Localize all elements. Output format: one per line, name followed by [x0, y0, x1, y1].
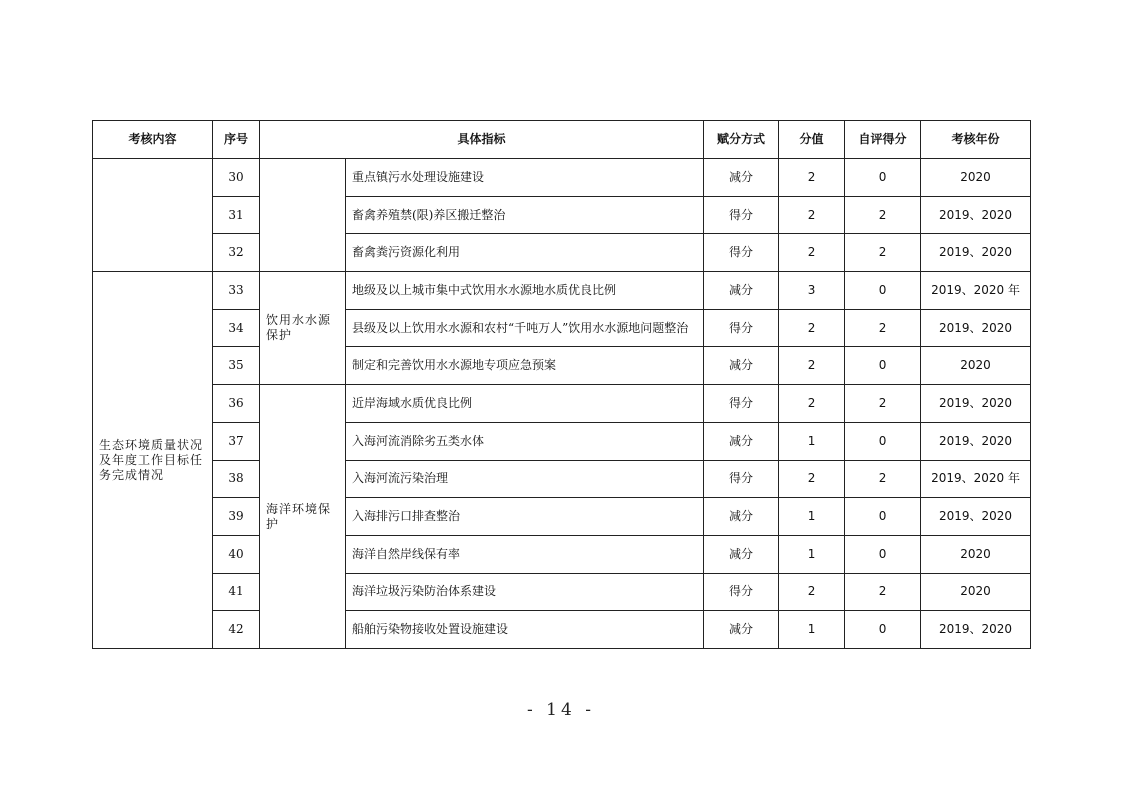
year-cell: 2019、2020	[921, 234, 1031, 272]
year-cell: 2019、2020	[921, 309, 1031, 347]
header-year: 考核年份	[921, 121, 1031, 159]
method-cell: 得分	[704, 234, 779, 272]
year-cell: 2019、2020 年	[921, 272, 1031, 310]
indicator-cell: 地级及以上城市集中式饮用水水源地水质优良比例	[346, 272, 704, 310]
year-cell: 2019、2020	[921, 385, 1031, 423]
score-cell: 1	[779, 498, 845, 536]
seq-cell: 41	[213, 573, 260, 611]
year-cell: 2019、2020 年	[921, 460, 1031, 498]
seq-cell: 37	[213, 422, 260, 460]
method-cell: 得分	[704, 573, 779, 611]
score-cell: 2	[779, 347, 845, 385]
indicator-cell: 畜禽粪污资源化利用	[346, 234, 704, 272]
table-row	[93, 535, 1031, 573]
indicator-cell: 入海排污口排查整治	[346, 498, 704, 536]
method-cell: 得分	[704, 385, 779, 423]
table-row	[93, 272, 1031, 310]
table-row	[93, 498, 1031, 536]
self-score-cell: 2	[845, 309, 921, 347]
indicator-cell: 入海河流污染治理	[346, 460, 704, 498]
year-cell: 2019、2020	[921, 422, 1031, 460]
method-cell: 减分	[704, 347, 779, 385]
method-cell: 减分	[704, 611, 779, 649]
seq-cell: 40	[213, 535, 260, 573]
year-cell: 2020	[921, 347, 1031, 385]
header-seq: 序号	[213, 121, 260, 159]
seq-cell: 32	[213, 234, 260, 272]
seq-cell: 36	[213, 385, 260, 423]
seq-cell: 34	[213, 309, 260, 347]
self-score-cell: 0	[845, 272, 921, 310]
score-cell: 2	[779, 460, 845, 498]
score-cell: 1	[779, 535, 845, 573]
header-content: 考核内容	[93, 121, 213, 159]
table-row	[93, 347, 1031, 385]
year-cell: 2019、2020	[921, 611, 1031, 649]
indicator-cell: 船舶污染物接收处置设施建设	[346, 611, 704, 649]
method-cell: 减分	[704, 422, 779, 460]
self-score-cell: 2	[845, 460, 921, 498]
seq-cell: 31	[213, 196, 260, 234]
header-method: 赋分方式	[704, 121, 779, 159]
score-cell: 2	[779, 196, 845, 234]
score-cell: 2	[779, 309, 845, 347]
score-cell: 2	[779, 573, 845, 611]
seq-cell: 38	[213, 460, 260, 498]
score-cell: 1	[779, 611, 845, 649]
category-cell-empty	[93, 159, 213, 272]
method-cell: 减分	[704, 272, 779, 310]
subcategory-marine: 海洋环境保护	[260, 385, 346, 649]
self-score-cell: 2	[845, 385, 921, 423]
table-row	[93, 460, 1031, 498]
year-cell: 2020	[921, 159, 1031, 197]
seq-cell: 35	[213, 347, 260, 385]
year-cell: 2020	[921, 535, 1031, 573]
method-cell: 得分	[704, 309, 779, 347]
header-indicator: 具体指标	[260, 121, 704, 159]
method-cell: 得分	[704, 196, 779, 234]
header-score: 分值	[779, 121, 845, 159]
page-number: - 14 -	[527, 700, 595, 720]
seq-cell: 30	[213, 159, 260, 197]
header-row	[93, 121, 1031, 159]
table-row	[93, 611, 1031, 649]
indicator-cell: 重点镇污水处理设施建设	[346, 159, 704, 197]
year-cell: 2019、2020	[921, 196, 1031, 234]
table-row	[93, 573, 1031, 611]
self-score-cell: 2	[845, 234, 921, 272]
year-cell: 2019、2020	[921, 498, 1031, 536]
self-score-cell: 2	[845, 196, 921, 234]
self-score-cell: 0	[845, 498, 921, 536]
method-cell: 减分	[704, 498, 779, 536]
score-cell: 2	[779, 234, 845, 272]
indicator-cell: 近岸海域水质优良比例	[346, 385, 704, 423]
table-row	[93, 309, 1031, 347]
indicator-cell: 入海河流消除劣五类水体	[346, 422, 704, 460]
subcategory-drinking-water: 饮用水水源保护	[260, 272, 346, 385]
score-cell: 2	[779, 159, 845, 197]
table-row	[93, 196, 1031, 234]
table-row	[93, 422, 1031, 460]
self-score-cell: 0	[845, 535, 921, 573]
year-cell: 2020	[921, 573, 1031, 611]
indicator-cell: 制定和完善饮用水水源地专项应急预案	[346, 347, 704, 385]
header-self-score: 自评得分	[845, 121, 921, 159]
self-score-cell: 0	[845, 611, 921, 649]
category-env-status: 生态环境质量状况及年度工作目标任务完成情况	[93, 272, 213, 649]
indicator-cell: 海洋自然岸线保有率	[346, 535, 704, 573]
assessment-table	[92, 120, 1031, 649]
score-cell: 3	[779, 272, 845, 310]
seq-cell: 33	[213, 272, 260, 310]
score-cell: 2	[779, 385, 845, 423]
method-cell: 得分	[704, 460, 779, 498]
self-score-cell: 0	[845, 422, 921, 460]
self-score-cell: 2	[845, 573, 921, 611]
method-cell: 减分	[704, 535, 779, 573]
self-score-cell: 0	[845, 347, 921, 385]
table-row	[93, 385, 1031, 423]
subcategory-cell-empty	[260, 159, 346, 272]
score-cell: 1	[779, 422, 845, 460]
table-row	[93, 234, 1031, 272]
indicator-cell: 畜禽养殖禁(限)养区搬迁整治	[346, 196, 704, 234]
indicator-cell: 县级及以上饮用水水源和农村“千吨万人”饮用水水源地问题整治	[346, 309, 704, 347]
seq-cell: 39	[213, 498, 260, 536]
seq-cell: 42	[213, 611, 260, 649]
indicator-cell: 海洋垃圾污染防治体系建设	[346, 573, 704, 611]
table-row	[93, 159, 1031, 197]
self-score-cell: 0	[845, 159, 921, 197]
method-cell: 减分	[704, 159, 779, 197]
